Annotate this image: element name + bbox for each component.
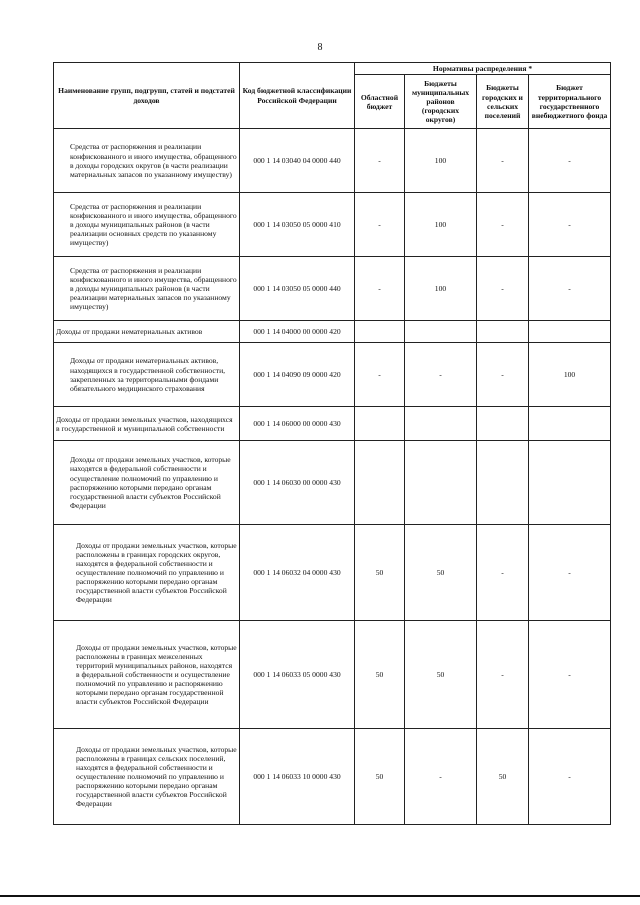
- header-settlements: Бюджеты городских и сельских поселений: [477, 75, 529, 129]
- header-name: Наименование групп, подгрупп, статей и подстатей доходов: [54, 63, 240, 129]
- table-row: [54, 257, 611, 321]
- row-name: Средства от распоряжения и реализации конфискованного и иного имущества, обращенного в доходы городских округов (в части реализации материальных запасов по указанному имуществу): [54, 129, 240, 193]
- header-regional: Областной бюджет: [355, 75, 405, 129]
- row-name: Доходы от продажи земельных участков, находящихся в государственной и муниципальной собственности: [54, 407, 240, 441]
- row-settlements: -: [477, 129, 529, 193]
- row-fund: -: [529, 621, 611, 729]
- row-fund: -: [529, 257, 611, 321]
- row-regional: [355, 321, 405, 343]
- table-row: [54, 193, 611, 257]
- row-fund: -: [529, 729, 611, 825]
- row-name: Средства от распоряжения и реализации конфискованного и иного имущества, обращенного в доходы муниципальных районов (в части реализации материальных запасов по указанному имуществу): [54, 257, 240, 321]
- row-name: Доходы от продажи земельных участков, которые расположены в границах городских округов, находятся в федеральной собственности и осуществление полномочий по управлению и распоряжению которыми передано органам государственной власти субъектов Российской Федерации: [54, 525, 240, 621]
- row-regional: -: [355, 193, 405, 257]
- row-municipal: 100: [405, 257, 477, 321]
- row-municipal: [405, 407, 477, 441]
- row-code: 000 1 14 06000 00 0000 430: [240, 407, 355, 441]
- row-regional: -: [355, 343, 405, 407]
- row-code: 000 1 14 04000 00 0000 420: [240, 321, 355, 343]
- table-row: [54, 525, 611, 621]
- row-settlements: [477, 321, 529, 343]
- row-settlements: [477, 407, 529, 441]
- table-row: [54, 343, 611, 407]
- row-municipal: -: [405, 729, 477, 825]
- table-row: [54, 407, 611, 441]
- row-settlements: 50: [477, 729, 529, 825]
- row-municipal: [405, 441, 477, 525]
- row-name: Доходы от продажи нематериальных активов, находящихся в государственной собственности, закрепленных за территориальными фондами обязательного медицинского страхования: [54, 343, 240, 407]
- row-fund: [529, 441, 611, 525]
- row-regional: 50: [355, 525, 405, 621]
- row-fund: [529, 407, 611, 441]
- row-settlements: -: [477, 343, 529, 407]
- page-number: 8: [317, 42, 323, 53]
- header-code: Код бюджетной классификации Российской Федерации: [240, 63, 355, 129]
- row-name: Средства от распоряжения и реализации конфискованного и иного имущества, обращенного в доходы муниципальных районов (в части реализации основных средств по указанному имуществу): [54, 193, 240, 257]
- row-fund: -: [529, 525, 611, 621]
- table-row: [54, 621, 611, 729]
- row-code: 000 1 14 06030 00 0000 430: [240, 441, 355, 525]
- row-settlements: [477, 441, 529, 525]
- table-row: [54, 441, 611, 525]
- row-fund: -: [529, 129, 611, 193]
- row-code: 000 1 14 03050 05 0000 440: [240, 257, 355, 321]
- row-municipal: 100: [405, 129, 477, 193]
- row-settlements: -: [477, 621, 529, 729]
- row-code: 000 1 14 03050 05 0000 410: [240, 193, 355, 257]
- row-settlements: -: [477, 193, 529, 257]
- row-regional: 50: [355, 729, 405, 825]
- row-name: Доходы от продажи земельных участков, которые расположены в границах сельских поселений, находятся в федеральной собственности и осуществление полномочий по управлению и распоряжению которыми передано органам государственной власти субъектов Российской Федерации: [54, 729, 240, 825]
- header-fund: Бюджет территориального государственного внебюджетного фонда: [529, 75, 611, 129]
- row-code: 000 1 14 06033 10 0000 430: [240, 729, 355, 825]
- row-fund: -: [529, 193, 611, 257]
- row-fund: 100: [529, 343, 611, 407]
- row-regional: [355, 441, 405, 525]
- row-code: 000 1 14 04090 09 0000 420: [240, 343, 355, 407]
- row-code: 000 1 14 06032 04 0000 430: [240, 525, 355, 621]
- row-municipal: [405, 321, 477, 343]
- row-regional: -: [355, 129, 405, 193]
- table-row: [54, 321, 611, 343]
- row-settlements: -: [477, 257, 529, 321]
- row-code: 000 1 14 03040 04 0000 440: [240, 129, 355, 193]
- row-regional: -: [355, 257, 405, 321]
- bottom-rule: [0, 895, 640, 897]
- row-municipal: 50: [405, 525, 477, 621]
- row-regional: [355, 407, 405, 441]
- row-name: Доходы от продажи земельных участков, которые находятся в федеральной собственности и осуществление полномочий по управлению и распоряжению которыми передано органам государственной власти субъектов Российской Федерации: [54, 441, 240, 525]
- row-name: Доходы от продажи нематериальных активов: [54, 321, 240, 343]
- row-settlements: -: [477, 525, 529, 621]
- row-fund: [529, 321, 611, 343]
- row-regional: 50: [355, 621, 405, 729]
- row-municipal: 50: [405, 621, 477, 729]
- table-row: [54, 129, 611, 193]
- distribution-table: [53, 62, 611, 825]
- table-row: [54, 729, 611, 825]
- row-municipal: -: [405, 343, 477, 407]
- row-municipal: 100: [405, 193, 477, 257]
- row-code: 000 1 14 06033 05 0000 430: [240, 621, 355, 729]
- row-name: Доходы от продажи земельных участков, которые расположены в границах межселенных территорий муниципальных районов, находятся в федеральной собственности и осуществление полномочий по управлению и распоряжению которыми передано органам государственной власти субъектов Российской Федерации: [54, 621, 240, 729]
- header-municipal: Бюджеты муниципальных районов (городских округов): [405, 75, 477, 129]
- header-group: Нормативы распределения *: [355, 63, 611, 75]
